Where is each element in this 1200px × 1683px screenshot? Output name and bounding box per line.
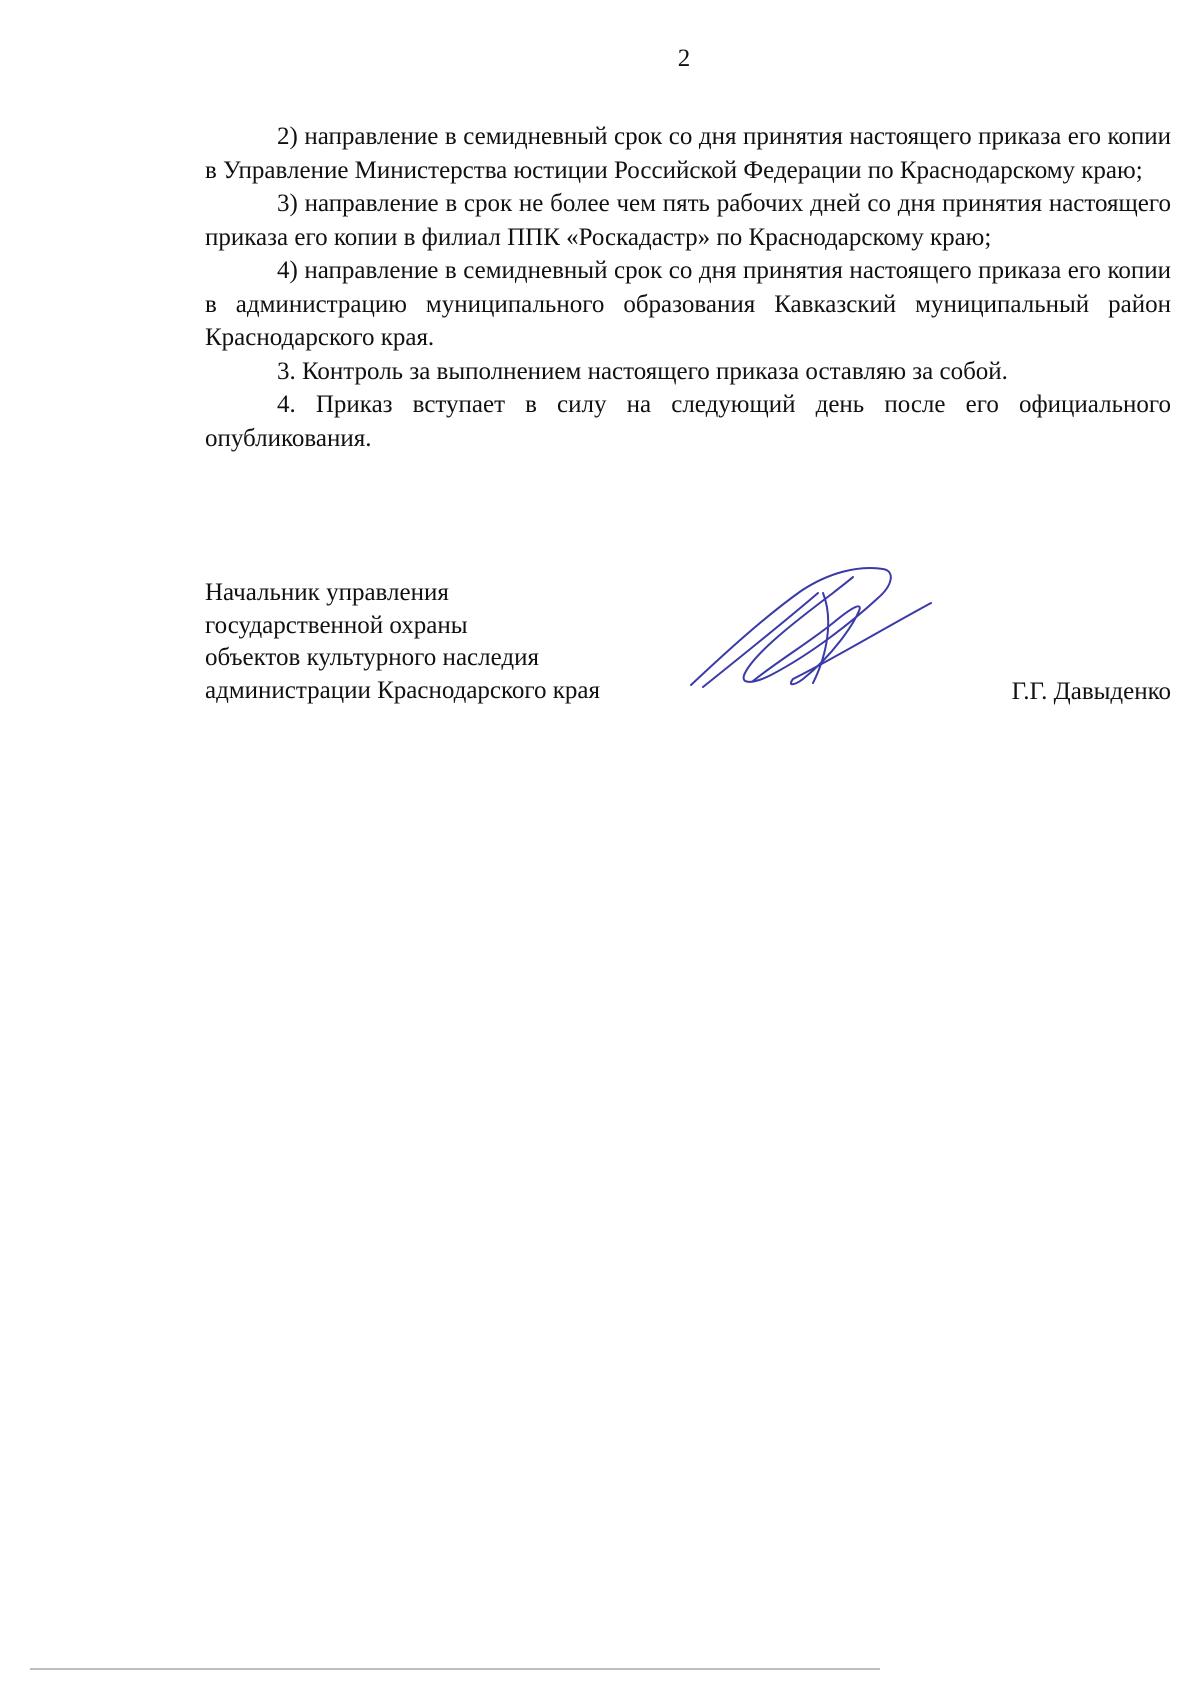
signature-block xyxy=(205,577,1171,727)
paragraph-item-3: 3) направление в срок не более чем пять рабочих дней со дня принятия настоящего приказа его копии в филиал ППК «Роскадастр» по Краснодарскому краю; xyxy=(205,190,1171,251)
handwritten-signature xyxy=(683,563,933,693)
signer-position-line: администрации Краснодарского края xyxy=(205,676,601,704)
paragraph-effective-date: 4. Приказ вступает в силу на следующий день после его официального опубликования. xyxy=(205,391,1171,452)
signer-name: Г.Г. Давыденко xyxy=(1011,678,1171,705)
signer-position xyxy=(205,577,600,707)
paragraph-control: 3. Контроль за выполнением настоящего приказа оставляю за собой. xyxy=(277,357,1008,385)
document-body xyxy=(205,120,1171,455)
signer-position-line: государственной охраны xyxy=(205,611,468,639)
page-number: 2 xyxy=(677,45,691,72)
signer-position-line: объектов культурного наследия xyxy=(205,644,539,671)
scan-edge-line xyxy=(30,1668,880,1670)
paragraph-item-4: 4) направление в семидневный срок со дня принятия настоящего приказа его копии в администрацию муниципального образования Кавказский муниципальный район Краснодарского края. xyxy=(205,257,1171,351)
signer-position-line: Начальник управления xyxy=(205,579,449,606)
paragraph-item-2: 2) направление в семидневный срок со дня принятия настоящего приказа его копии в Управление Министерства юстиции Российской Федерации по Краснодарскому краю; xyxy=(205,123,1171,184)
